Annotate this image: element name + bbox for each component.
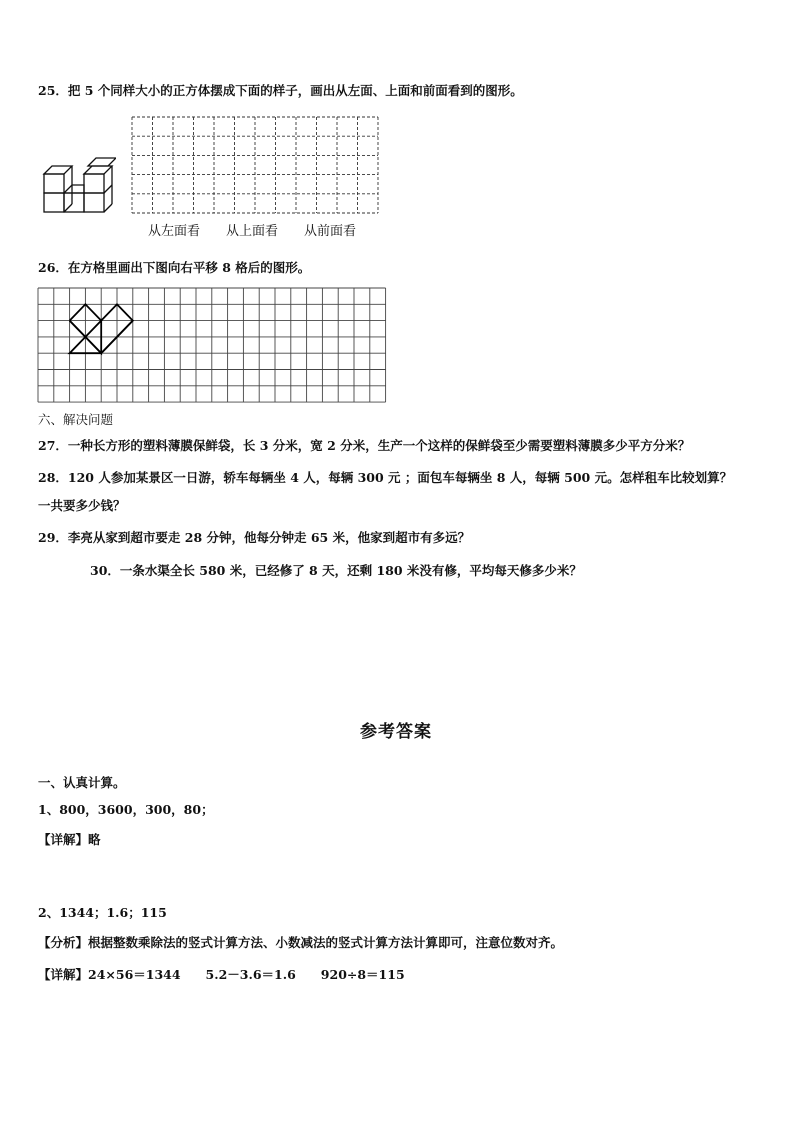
dashed-drawing-grid[interactable] (131, 116, 381, 214)
answers-title: 参考答案 (360, 722, 432, 742)
question-29-text: 29．李亮从家到超市要走 28 分钟，他每分钟走 65 米，他家到超市有多远？ (38, 530, 471, 545)
view-caption-top: 从上面看 (226, 224, 279, 239)
answer-1-detail: 【详解】略 (38, 832, 101, 847)
answer-2-analysis: 【分析】根据整数乘除法的竖式计算方法、小数减法的竖式计算方法计算即可，注意位数对齐。 (38, 935, 564, 950)
question-28-text-line2: 一共要多少钱？ (38, 498, 126, 513)
translation-grid[interactable] (37, 287, 389, 403)
view-caption-left: 从左面看 (148, 224, 201, 239)
view-caption-front: 从前面看 (304, 224, 357, 239)
question-25-text: 25．把 5 个同样大小的正方体摆成下面的样子，画出从左面、上面和前面看到的图形。 (38, 83, 523, 98)
answers-section-1: 一、认真计算。 (38, 775, 126, 790)
answer-1: 1、800，3600，300，80； (38, 802, 214, 817)
question-26-text: 26．在方格里画出下图向右平移 8 格后的图形。 (38, 260, 311, 275)
question-30-text: 30．一条水渠全长 580 米，已经修了 8 天，还剩 180 米没有修，平均每天修多少米？ (90, 563, 582, 578)
answer-2: 2、1344；1.6；115 (38, 905, 167, 920)
question-27-text: 27．一种长方形的塑料薄膜保鲜袋，长 3 分米，宽 2 分米，生产一个这样的保鲜袋至少需要塑料薄膜多少平方分米？ (38, 438, 691, 453)
section-6-heading: 六、解决问题 (38, 412, 114, 427)
cube-stack-figure (40, 156, 116, 214)
question-28-text-line1: 28．120 人参加某景区一日游，轿车每辆坐 4 人，每辆 300 元 ；面包车每辆坐 8 人，每辆 500 元。怎样租车比较划算？ (38, 470, 733, 485)
answer-2-detail: 【详解】24×56＝1344 5.2－3.6＝1.6 920÷8＝115 (38, 967, 405, 982)
